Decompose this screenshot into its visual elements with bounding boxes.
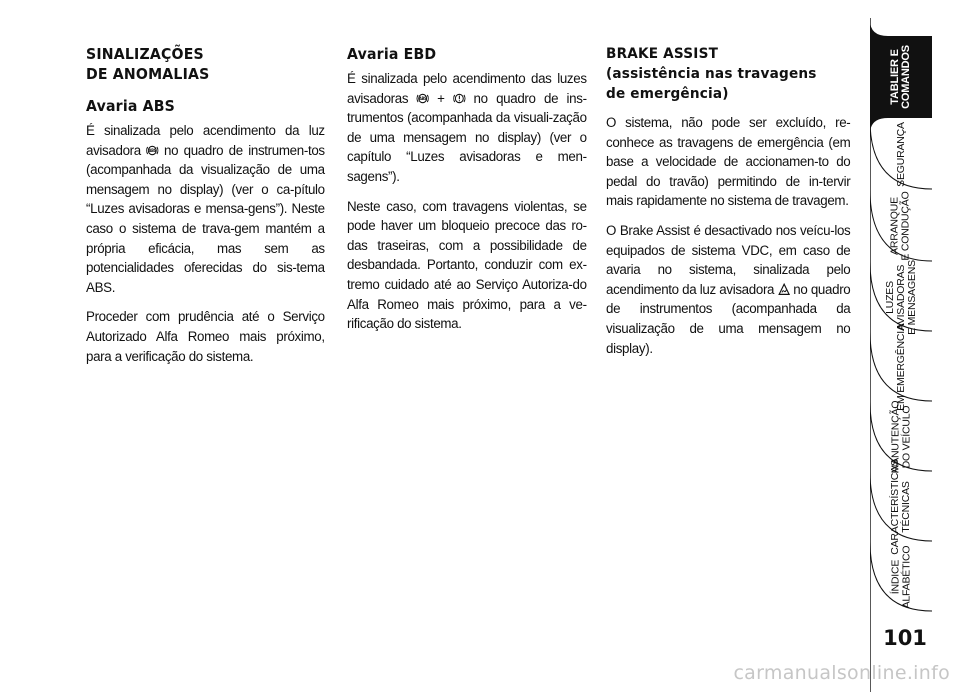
subtitle-ebd: Avaria EBD [347,45,437,63]
column-brake-assist [606,44,850,369]
abs-warning-icon [146,144,158,157]
section-title-brake-assist: BRAKE ASSIST (assistência nas travagens de emergência) [606,46,817,102]
paragraph: O Brake Assist é desactivado nos veícu-los equipados de sistema VDC, em caso de avaria no sistema, sinalizada pelo acendimento da luz avisadora no quadro de instrumentos (acompanhada da visualização de uma mensagem no display). [606,222,851,357]
tab-luzes-avisadoras[interactable]: LUZES AVISADORAS E MENSAGENS [883,259,918,335]
watermark: carmanualsonline.info [733,662,950,684]
paragraph: É sinalizada pelo acendimento das luzes avisadoras ABS + no quadro de ins-trumentos (acompanhada da visuali-zação de uma mensagem no display) (ver o capítulo “Luzes avisadoras e men-sagens”). [347,71,587,185]
paragraph: Proceder com prudência até o Serviço Autorizado Alfa Romeo mais próximo, para a verificação do sistema. [86,309,325,365]
paragraph: Neste caso, com travagens violentas, se pode haver um bloqueio precoce das ro-das traseiras, com a possibilidade de desbandada. Portanto, conduzir com ex-tremo cuidado até ao Serviço Autoriza-do Alfa Romeo mais próximo, para a ve-rificação do sistema. [347,198,587,333]
vdc-warning-icon [778,283,790,296]
brake-warning-icon [453,92,465,105]
tab-indice-alfabetico[interactable]: ÍNDICE ALFABÉTICO [889,545,912,609]
abs-warning-icon [417,92,429,105]
column-abs-failure [86,44,325,377]
paragraph: É sinalizada pelo acendimento da luz avisadora ABS no quadro de instrumen-tos (acompanhada da visualização de uma mensagem no display) (ver o ca-pítulo “Luzes avisadoras e mensa-gens”). Neste caso o sistema de trava-gem mantém a própria eficácia, mas sem as potencialidades oferecidas do sis-tema ABS. [86,123,325,296]
svg-text:ABS: ABS [418,95,427,101]
tab-seguranca[interactable]: SEGURANÇA [894,121,907,187]
tab-caracteristicas-tecnicas[interactable]: CARACTERÍSTICAS TÉCNICAS [889,459,913,555]
subtitle-abs: Avaria ABS [86,97,176,115]
column-ebd-failure [347,44,587,345]
page-number: 101 [883,626,927,650]
section-title: SINALIZAÇÕES DE ANOMALIAS [86,45,210,83]
tab-manutencao-do-veiculo[interactable]: MANUTENÇÃO DO VEÍCULO [889,400,913,474]
tab-tablier-e-comandos[interactable]: TABLIER E COMANDOS [889,45,913,109]
chapter-index-sidebar [870,0,960,692]
svg-text:ABS: ABS [148,147,157,153]
tab-em-emergencia[interactable]: EM EMERGÊNCIA [894,323,907,411]
tab-arranque-e-conducao[interactable]: ARRANQUE E CONDUÇÃO [889,191,912,261]
paragraph: O sistema, não pode ser excluído, re-conhece as travagens de emergência (em base a velocidade de accionamen-to do pedal do travão) permitindo de in-tervir mais rapidamente no sistema de travagem. [606,115,851,210]
